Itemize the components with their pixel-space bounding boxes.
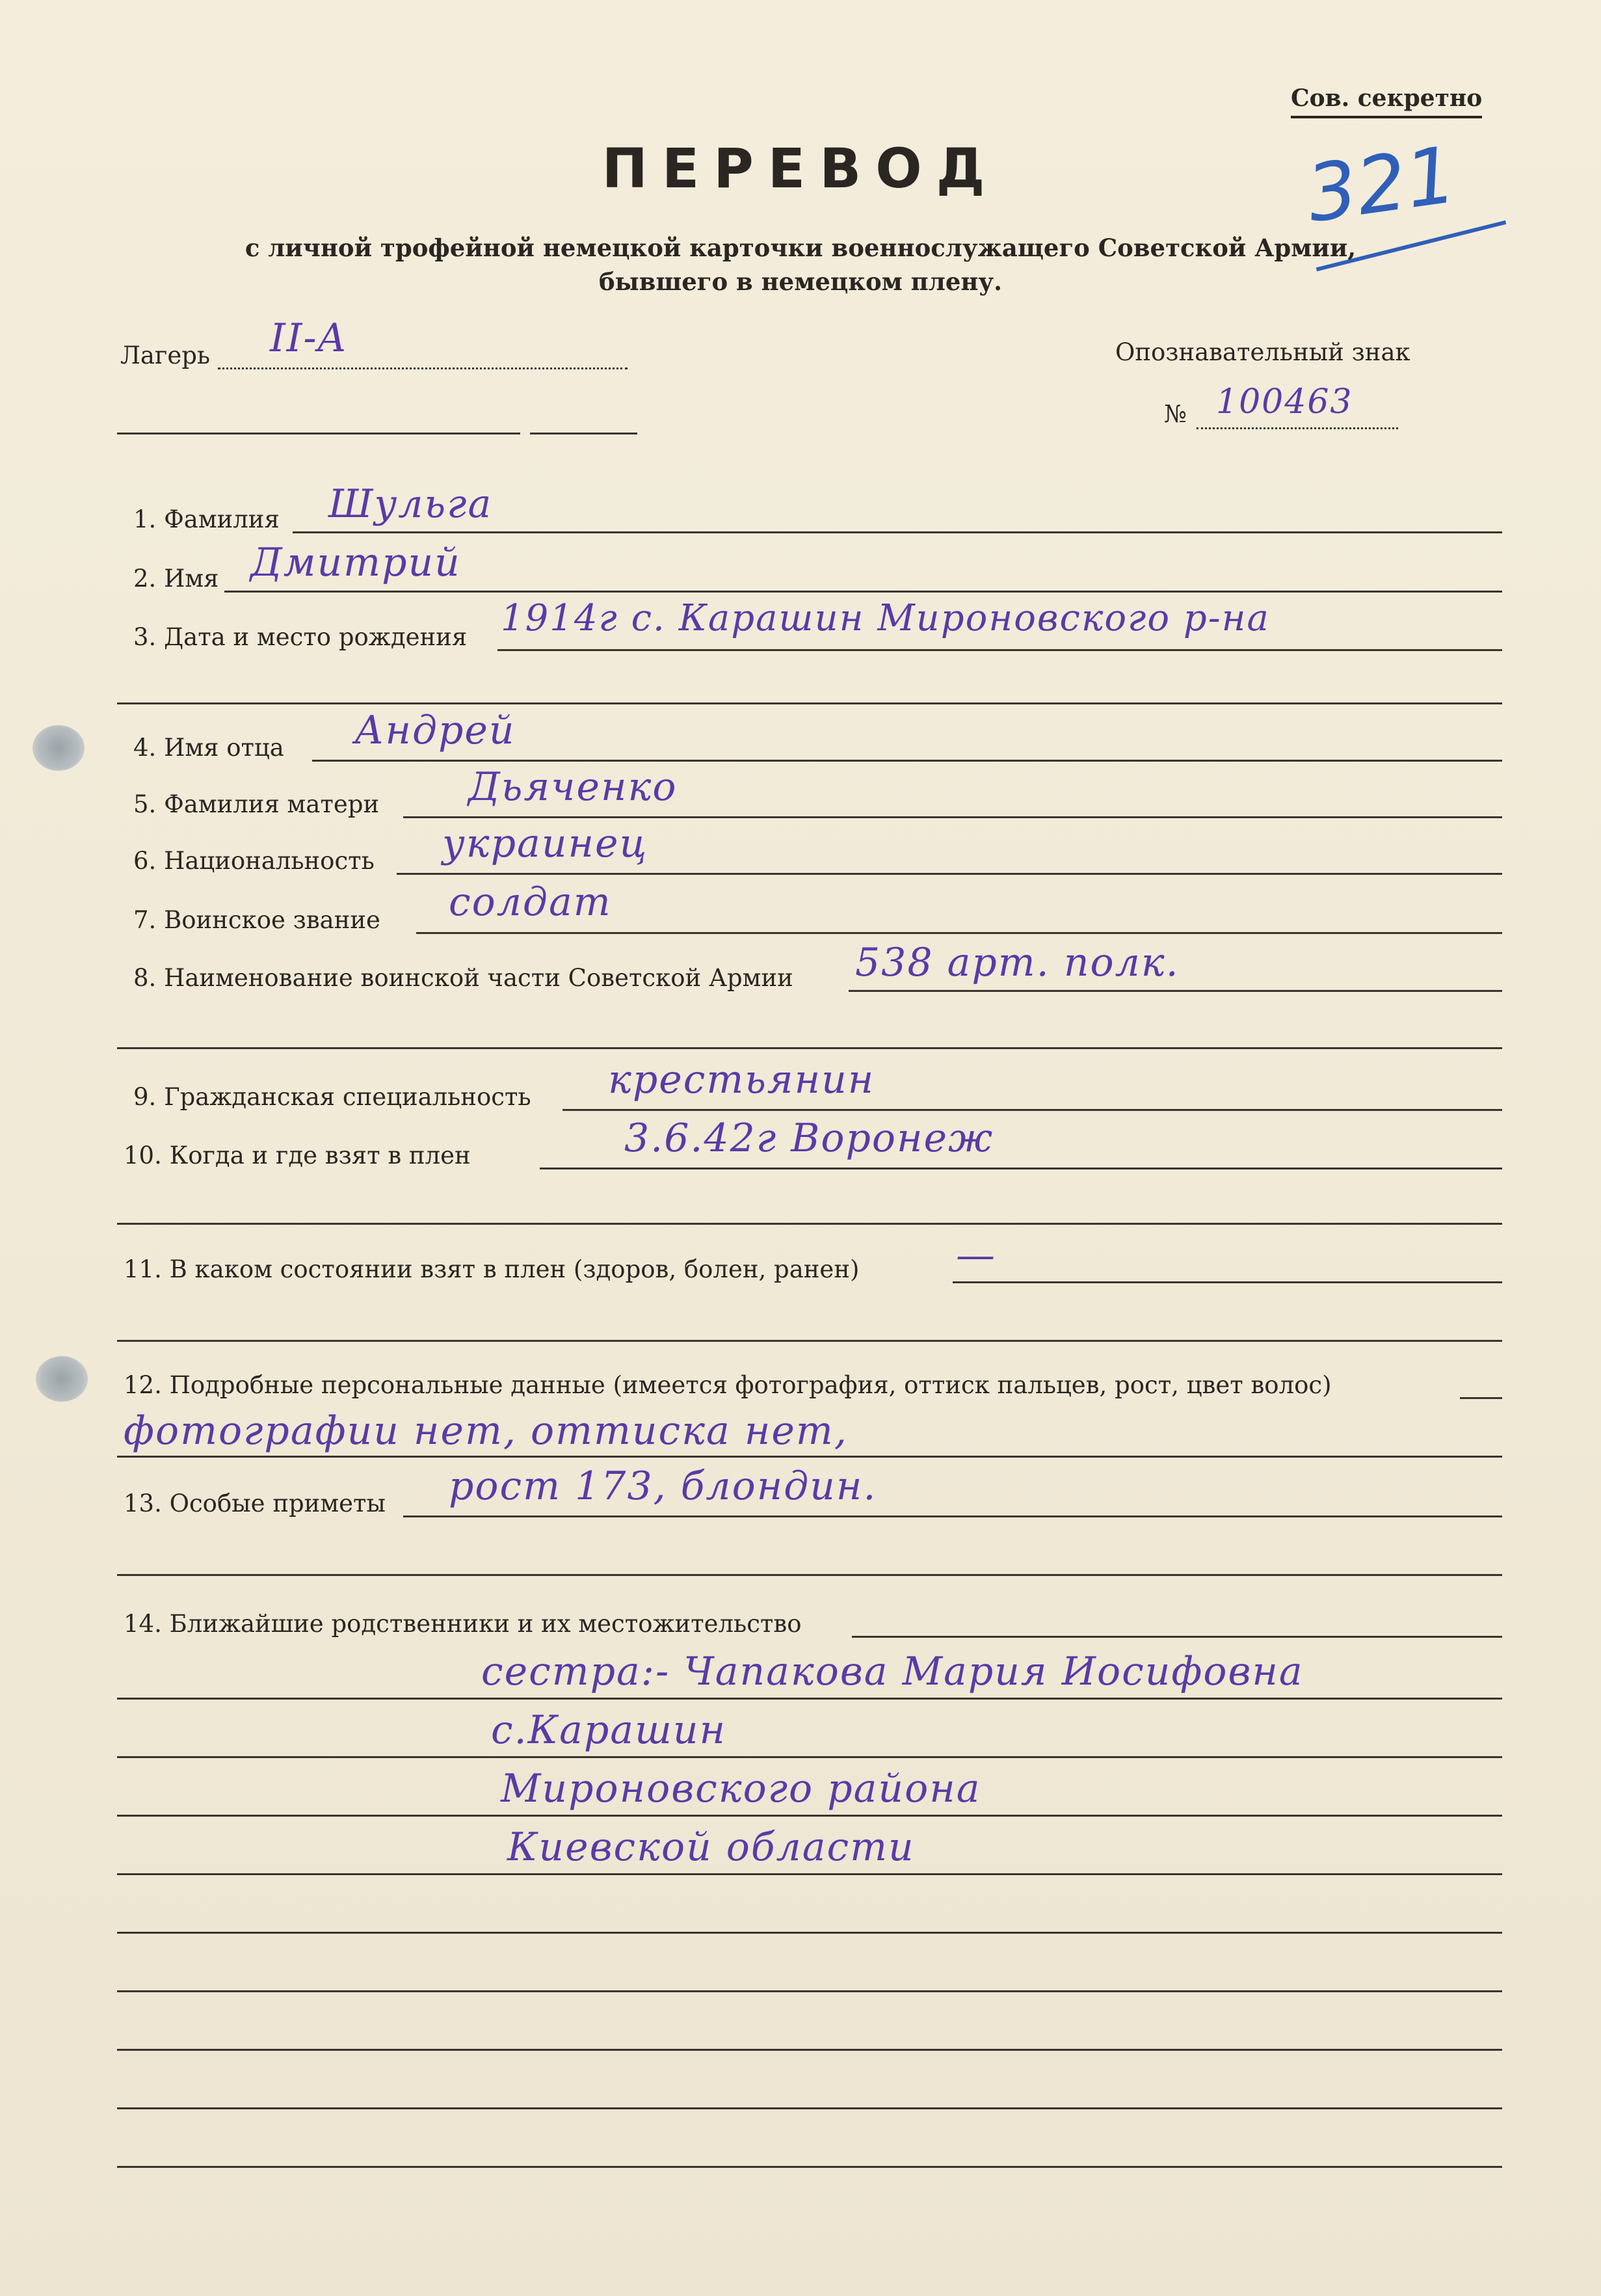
classification-stamp: Сов. секретно — [1291, 85, 1482, 118]
field-14-line — [852, 1636, 1502, 1638]
field-6-value: украинец — [442, 821, 648, 866]
ident-number: 100463 — [1216, 382, 1353, 421]
relatives-rule-8 — [117, 2107, 1502, 2109]
field-4-value: Андрей — [354, 708, 516, 753]
field-7-value: солдат — [449, 879, 612, 925]
field-4-label: 4. Имя отца — [133, 734, 284, 762]
blank-line-right — [530, 433, 637, 434]
subtitle-line-2: бывшего в немецком плену. — [598, 267, 1003, 296]
field-3-line — [497, 649, 1502, 651]
camp-label: Лагерь — [120, 341, 211, 369]
relatives-line-4: Киевской области — [507, 1824, 915, 1870]
document-title: ПЕРЕВОД — [602, 137, 999, 200]
relatives-rule-1 — [117, 1698, 1502, 1700]
punch-hole-top — [33, 725, 85, 771]
field-8-line — [849, 990, 1502, 992]
field-1-label: 1. Фамилия — [133, 505, 280, 533]
subtitle-line-1: с личной трофейной немецкой карточки военнослужащего Советской Армии, — [245, 234, 1356, 262]
field-14-label: 14. Ближайшие родственники и их местожительство — [124, 1610, 802, 1638]
field-9-value: крестьянин — [608, 1057, 875, 1102]
blank-line-left — [117, 433, 520, 434]
field-7-label: 7. Воинское звание — [133, 906, 380, 934]
field-7-line — [416, 932, 1502, 934]
field-10-line-2 — [117, 1223, 1502, 1225]
field-12-line — [1460, 1397, 1502, 1399]
field-6-line — [397, 873, 1502, 875]
ident-line — [1197, 427, 1398, 429]
field-11-value: — — [956, 1233, 996, 1278]
field-12-label: 12. Подробные персональные данные (имеется фотография, оттиск пальцев, рост, цвет волос) — [124, 1371, 1332, 1399]
field-6-label: 6. Национальность — [133, 847, 375, 875]
ident-number-prefix: № — [1164, 400, 1187, 428]
field-3-value: 1914г с. Карашин Мироновского р-на — [501, 597, 1270, 639]
ident-label: Опознавательный знак — [1115, 338, 1410, 366]
field-10-label: 10. Когда и где взят в плен — [124, 1141, 471, 1169]
field-11-line-2 — [117, 1340, 1502, 1342]
relatives-line-2: с.Карашин — [491, 1707, 727, 1753]
field-3-line-2 — [117, 702, 1502, 704]
field-8-label: 8. Наименование воинской части Советской Армии — [133, 964, 793, 992]
field-2-label: 2. Имя — [133, 565, 219, 593]
relatives-line-3: Мироновского района — [501, 1766, 981, 1811]
field-9-line — [562, 1109, 1502, 1111]
field-3-label: 3. Дата и место рождения — [133, 623, 468, 651]
relatives-rule-2 — [117, 1756, 1502, 1758]
relatives-rule-5 — [117, 1932, 1502, 1934]
relatives-rule-9 — [117, 2166, 1502, 2168]
field-5-value: Дьяченко — [468, 764, 678, 810]
field-13-line — [403, 1515, 1502, 1517]
field-11-label: 11. В каком состоянии взят в плен (здоров, болен, ранен) — [124, 1255, 860, 1283]
field-5-line — [403, 816, 1502, 818]
relatives-line-1: сестра:- Чапакова Мария Иосифовна — [481, 1649, 1304, 1694]
field-13-value: рост 173, блондин. — [449, 1463, 877, 1509]
field-12-value: фотографии нет, оттиска нет, — [124, 1408, 848, 1454]
field-2-value: Дмитрий — [250, 540, 461, 585]
relatives-rule-7 — [117, 2049, 1502, 2051]
field-1-line — [293, 531, 1502, 533]
field-12-line-2 — [117, 1456, 1502, 1458]
field-10-value: 3.6.42г Воронеж — [624, 1115, 994, 1161]
field-8-line-2 — [117, 1047, 1502, 1049]
field-4-line — [312, 760, 1502, 762]
field-13-line-2 — [117, 1574, 1502, 1576]
field-13-label: 13. Особые приметы — [124, 1489, 386, 1517]
field-8-value: 538 арт. полк. — [855, 940, 1180, 985]
field-9-label: 9. Гражданская специальность — [133, 1083, 531, 1111]
camp-line — [218, 367, 628, 369]
document-subtitle — [0, 231, 1601, 299]
relatives-rule-4 — [117, 1873, 1502, 1875]
camp-value: II-A — [270, 315, 348, 361]
field-2-line — [224, 591, 1502, 593]
field-10-line — [540, 1168, 1502, 1169]
field-11-line — [953, 1281, 1502, 1283]
relatives-rule-6 — [117, 1990, 1502, 1992]
relatives-rule-3 — [117, 1815, 1502, 1817]
punch-hole-bottom — [36, 1356, 88, 1402]
field-5-label: 5. Фамилия матери — [133, 790, 380, 818]
field-1-value: Шульга — [328, 481, 493, 527]
archive-number-pencil: 321 — [1301, 129, 1462, 241]
